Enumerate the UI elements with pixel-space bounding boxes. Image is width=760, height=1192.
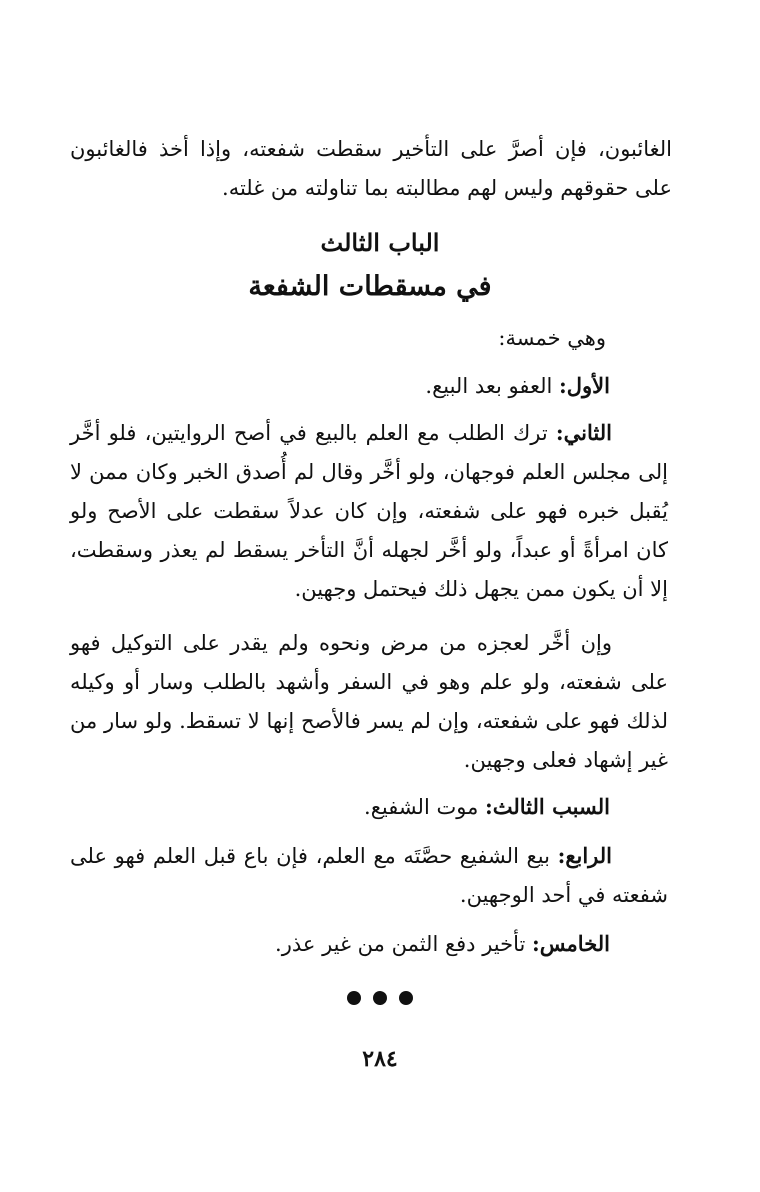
ornament-dot-icon — [347, 991, 361, 1005]
ornament-dot-icon — [399, 991, 413, 1005]
chapter-title: الباب الثالث — [320, 228, 440, 257]
list-intro: وهي خمسة: — [498, 326, 606, 350]
item-lead: الرابع: — [557, 843, 612, 868]
list-item-fourth — [70, 836, 668, 915]
item-text: بيع الشفيع حصَّتَه مع العلم، فإن باع قبل العلم فهو على شفعته في أحد الوجهين. — [70, 844, 668, 907]
list-item-third — [70, 787, 610, 827]
item-text: تأخير دفع الثمن من غير عذر. — [275, 932, 533, 956]
list-item-first — [70, 366, 610, 406]
item-lead: الأول: — [559, 373, 610, 398]
list-item-second — [70, 413, 668, 609]
item-text: وإن أخَّر لعجزه من مرض ونحوه ولم يقدر على التوكيل فهو على شفعته، ولو علم وهو في السفر وأشهد بالطلب وسار أو وكيله لذلك فهو على شفعته، وإن لم يسر فالأصح إنها لا تسقط. ولو سار من غير إشهاد فعلى وجهين. — [70, 631, 668, 772]
item-lead: الخامس: — [532, 931, 610, 956]
list-item-fifth — [70, 924, 610, 964]
chapter-subtitle: في مسقطات الشفعة — [248, 271, 492, 302]
item-text: العفو بعد البيع. — [425, 374, 560, 398]
item-text: ترك الطلب مع العلم بالبيع في أصح الروايتين، فلو أخَّر إلى مجلس العلم فوجهان، ولو أخَّر وقال لم أُصدق الخبر وكان ممن لا يُقبل خبره فهو على شفعته، وإن كان عدلاً سقطت على الأصح ولو كان امرأةً أو عبداً، ولو أخَّر لجهله أنَّ التأخر يسقط لم يعذر وسقطت، إلا أن يكون ممن يجهل ذلك فيحتمل وجهين. — [70, 421, 668, 601]
item-lead: الثاني: — [555, 420, 612, 445]
ornament-dot-icon — [373, 991, 387, 1005]
page-number: ٢٨٤ — [362, 1046, 398, 1072]
intro-paragraph: الغائبون، فإن أصرَّ على التأخير سقطت شفعته، وإذا أخذ فالغائبون على حقوقهم وليس لهم مطالبته بما تناولته من غلته. — [70, 137, 672, 200]
section-end-ornament — [0, 990, 760, 1009]
item-text: موت الشفيع. — [364, 795, 486, 819]
item-lead: السبب الثالث: — [485, 794, 610, 819]
paragraph-delay-excuse — [70, 623, 668, 780]
